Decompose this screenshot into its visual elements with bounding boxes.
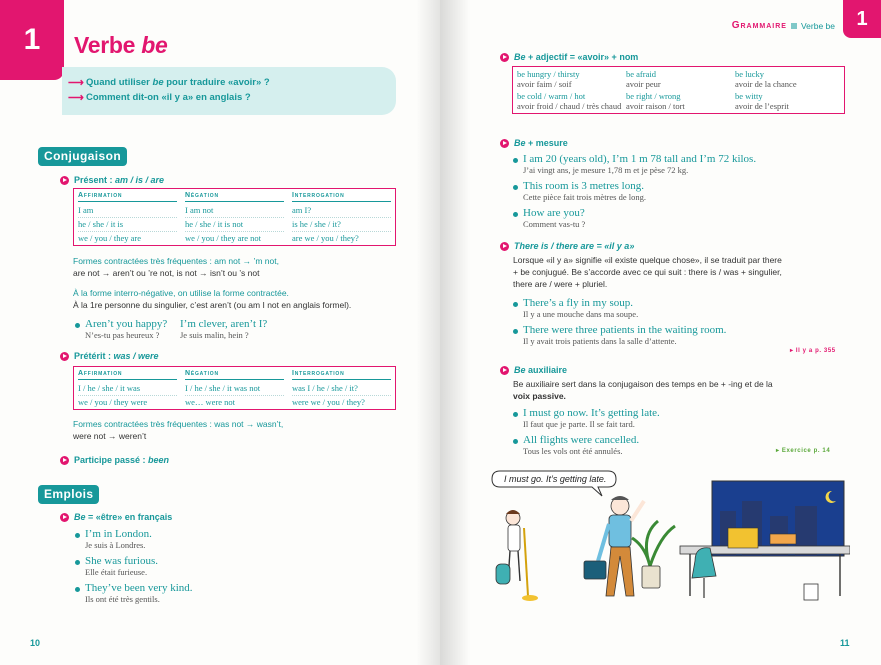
present-table <box>73 188 396 246</box>
example-item <box>513 407 660 429</box>
intro-box <box>62 67 396 115</box>
col-header: Interrogation <box>292 189 391 202</box>
be-etre-text: = «être» en français <box>85 512 173 522</box>
note-line: À la forme interro-négative, on utilise la forme contractée. <box>73 288 289 298</box>
col-header: Négation <box>185 367 284 380</box>
bullet-dot-icon <box>513 212 518 217</box>
example-item <box>513 207 585 229</box>
girl-figure <box>496 510 538 601</box>
table-cell: I / he / she / it was not <box>185 382 284 396</box>
subhead-participe <box>60 455 169 465</box>
play-bullet-icon <box>500 139 509 148</box>
note-line: + be conjugué. Be s’accorde avec ce qui suit : there is / was + singulier, <box>513 267 782 277</box>
adjectif-cell <box>517 69 622 89</box>
chapter-title-word: be <box>141 32 168 58</box>
preterit-forms: was / were <box>113 351 159 361</box>
bullet-dot-icon <box>75 587 80 592</box>
adj-en: be hungry / thirsty <box>517 69 580 79</box>
interro-negative-note <box>73 287 423 311</box>
preterit-col-affirmation <box>74 367 181 409</box>
table-cell: is he / she / it? <box>292 218 391 232</box>
adjectif-cell <box>517 91 622 111</box>
col-header: Affirmation <box>78 367 177 380</box>
table-cell: he / she / it is <box>78 218 177 232</box>
adj-en: be right / wrong <box>626 91 681 101</box>
adj-en: be lucky <box>735 69 765 79</box>
chapter-title <box>74 32 168 59</box>
adjectif-cell <box>735 91 840 111</box>
play-bullet-icon <box>500 242 509 251</box>
table-cell: he / she / it is not <box>185 218 284 232</box>
col-header: Affirmation <box>78 189 177 202</box>
example-en: I must go now. It’s getting late. <box>523 407 660 419</box>
example-fr: Elle était furieuse. <box>85 567 148 577</box>
bullet-dot-icon <box>513 302 518 307</box>
note-line: Formes contractées très fréquentes : was not → wasn’t, <box>73 419 284 429</box>
be-auxiliaire-text: auxiliaire <box>525 365 568 375</box>
intro-1-em: be <box>152 77 164 88</box>
cross-reference-link[interactable]: ▸ Il y a p. 355 <box>790 348 836 354</box>
office-illustration <box>480 466 850 621</box>
bullet-dot-icon <box>513 185 518 190</box>
note-line: were not → weren’t <box>73 431 147 441</box>
preterit-label: Prétérit : <box>74 351 114 361</box>
example-en: I’m in London. <box>85 528 152 540</box>
chapter-title-text: Verbe <box>74 32 142 58</box>
play-bullet-icon <box>60 513 69 522</box>
bullet-dot-icon <box>75 533 80 538</box>
play-bullet-icon <box>60 456 69 465</box>
example-fr: Tous les vols ont été annulés. <box>523 446 623 456</box>
bullet-dot-icon <box>513 412 518 417</box>
bullet-dot-icon <box>75 560 80 565</box>
play-bullet-icon <box>60 352 69 361</box>
intro-1-post: pour traduire «avoir» ? <box>163 77 270 88</box>
example-en: Aren’t you happy? <box>85 318 168 330</box>
auxiliaire-explanation <box>513 378 858 402</box>
chapter-number-tab: 1 <box>0 0 64 80</box>
present-col-affirmation <box>74 189 181 245</box>
right-page <box>440 0 881 665</box>
col-header: Interrogation <box>292 367 391 380</box>
bullet-dot-icon <box>75 323 80 328</box>
present-contractions-note <box>73 255 413 279</box>
man-figure <box>584 496 644 596</box>
table-cell: we… were not <box>185 397 236 407</box>
be-word: Be <box>514 138 526 148</box>
be-word: Be <box>74 512 86 522</box>
subhead-present <box>60 175 164 185</box>
arrow-right-icon: ⟶ <box>68 77 84 89</box>
plant-illustration <box>632 521 675 588</box>
adj-fr: avoir peur <box>626 79 661 89</box>
participe-form: been <box>148 455 170 465</box>
example-fr: Il y avait trois patients dans la salle d’attente. <box>523 336 677 346</box>
example-fr: N’es-tu pas heureux ? <box>85 330 160 340</box>
there-is-explanation <box>513 254 858 290</box>
example-item <box>75 555 158 577</box>
table-cell: were we / you / they? <box>292 397 365 407</box>
col-header: Négation <box>185 189 284 202</box>
chapter-number-tab: 1 <box>843 0 881 38</box>
intro-question-2 <box>68 91 251 104</box>
page-number-right: 11 <box>840 638 850 648</box>
subhead-be-mesure <box>500 138 568 148</box>
subhead-preterit <box>60 351 159 361</box>
page-number-left: 10 <box>30 638 41 648</box>
example-en: There’s a fly in my soup. <box>523 297 633 309</box>
example-fr: J’ai vingt ans, je mesure 1,78 m et je pèse 72 kg. <box>523 165 689 175</box>
example-item <box>513 324 726 346</box>
play-bullet-icon <box>60 176 69 185</box>
play-bullet-icon <box>500 366 509 375</box>
preterit-col-negation <box>181 367 288 409</box>
subhead-be-etre <box>60 512 172 522</box>
note-line: Lorsque «il y a» signifie «il existe quelque chose», il se traduit par there <box>513 255 782 265</box>
table-cell: am I? <box>292 204 391 218</box>
play-bullet-icon <box>500 53 509 62</box>
example-item <box>75 318 167 340</box>
example-fr: Il faut que je parte. Il se fait tard. <box>523 419 635 429</box>
example-en: She was furious. <box>85 555 159 567</box>
adjectif-cell <box>735 69 840 89</box>
table-cell: was I / he / she / it? <box>292 382 391 396</box>
bullet-dot-icon <box>513 158 518 163</box>
square-icon <box>791 23 797 29</box>
note-line: À la 1re personne du singulier, c’est aren’t (ou am I not en anglais formel). <box>73 300 352 310</box>
adj-en: be afraid <box>626 69 656 79</box>
example-item <box>180 318 267 340</box>
section-title-conjugaison: Conjugaison <box>38 147 127 166</box>
example-en: How are you? <box>523 207 585 219</box>
example-en: They’ve been very kind. <box>85 582 193 594</box>
example-item <box>513 180 646 202</box>
section-title-emplois: Emplois <box>38 485 99 504</box>
example-en: All flights were cancelled. <box>523 434 640 446</box>
bullet-dot-icon <box>513 439 518 444</box>
adjectif-cell <box>626 91 731 111</box>
present-forms: am / is / are <box>115 175 165 185</box>
be-word: Be <box>514 365 526 375</box>
example-fr: Cette pièce fait trois mètres de long. <box>523 192 646 202</box>
be-mesure-text: + mesure <box>525 138 568 148</box>
example-fr: Ils ont été très gentils. <box>85 594 160 604</box>
example-fr: Je suis malin, hein ? <box>180 330 249 340</box>
table-cell: we / you / they were <box>78 397 148 407</box>
present-label: Présent : <box>74 175 116 185</box>
table-cell: I / he / she / it was <box>78 382 177 396</box>
arrow-right-icon: ⟶ <box>68 92 84 104</box>
bullet-dot-icon <box>513 329 518 334</box>
example-en: I’m clever, aren’t I? <box>180 318 268 330</box>
header-section: Grammaire <box>731 20 787 31</box>
intro-1-pre: Quand utiliser <box>86 77 153 88</box>
example-fr: Comment vas-tu ? <box>523 219 586 229</box>
adj-fr: avoir froid / chaud / très chaud <box>517 101 622 111</box>
preterit-table <box>73 366 396 410</box>
table-cell: are we / you / they? <box>292 233 359 243</box>
example-en: I am 20 (years old), I’m 1 m 78 tall and I’m 72 kilos. <box>523 153 757 165</box>
be-word: Be <box>514 52 526 62</box>
adj-fr: avoir faim / soif <box>517 79 572 89</box>
example-fr: Il y a une mouche dans ma soupe. <box>523 309 639 319</box>
table-cell: I am not <box>185 204 284 218</box>
preterit-col-interrogation <box>288 367 395 409</box>
note-line: there are / were + pluriel. <box>513 279 608 289</box>
adjectif-table <box>512 66 845 114</box>
adj-fr: avoir de l’esprit <box>735 101 789 111</box>
adj-en: be cold / warm / hot <box>517 91 586 101</box>
preterit-contractions-note <box>73 418 413 442</box>
intro-question-1 <box>68 76 270 89</box>
intro-2-text: Comment dit-on «il y a» en anglais ? <box>86 92 251 103</box>
example-item <box>75 528 152 550</box>
present-col-interrogation <box>288 189 395 245</box>
participe-label: Participe passé : <box>74 455 149 465</box>
adjectif-cell <box>626 69 731 89</box>
table-cell: we / you / they are not <box>185 233 262 243</box>
example-item <box>513 153 756 175</box>
speech-bubble <box>492 471 616 496</box>
note-line: are not → aren’t ou ’re not, is not → isn’t ou ’s not <box>73 268 260 278</box>
subhead-be-auxiliaire <box>500 365 567 375</box>
table-cell: I am <box>78 204 177 218</box>
note-line: voix passive. <box>513 391 566 401</box>
header-topic: Verbe be <box>800 20 835 31</box>
left-page <box>0 0 440 665</box>
note-line: Be auxiliaire sert dans la conjugaison des temps en be + -ing et de la <box>513 379 773 389</box>
example-en: This room is 3 metres long. <box>523 180 644 192</box>
running-header <box>732 20 835 31</box>
present-col-negation <box>181 189 288 245</box>
example-en: There were three patients in the waiting room. <box>523 324 727 336</box>
speech-bubble-text: I must go. It’s getting late. <box>504 474 607 484</box>
example-item <box>513 297 638 319</box>
example-fr: Je suis à Londres. <box>85 540 146 550</box>
exercise-reference-link[interactable]: ▸ Exercice p. 14 <box>776 448 831 454</box>
adj-fr: avoir de la chance <box>735 79 797 89</box>
note-line: Formes contractées très fréquentes : am not → ’m not, <box>73 256 279 266</box>
table-cell: we / you / they are <box>78 233 142 243</box>
adj-fr: avoir raison / tort <box>626 101 685 111</box>
be-adjectif-text: + adjectif = «avoir» + nom <box>525 52 639 62</box>
there-is-head: There is / there are = «il y a» <box>514 241 635 251</box>
example-item <box>75 582 193 604</box>
example-item <box>513 434 639 456</box>
subhead-there-is <box>500 241 634 251</box>
adj-en: be witty <box>735 91 763 101</box>
subhead-be-adjectif <box>500 52 638 62</box>
